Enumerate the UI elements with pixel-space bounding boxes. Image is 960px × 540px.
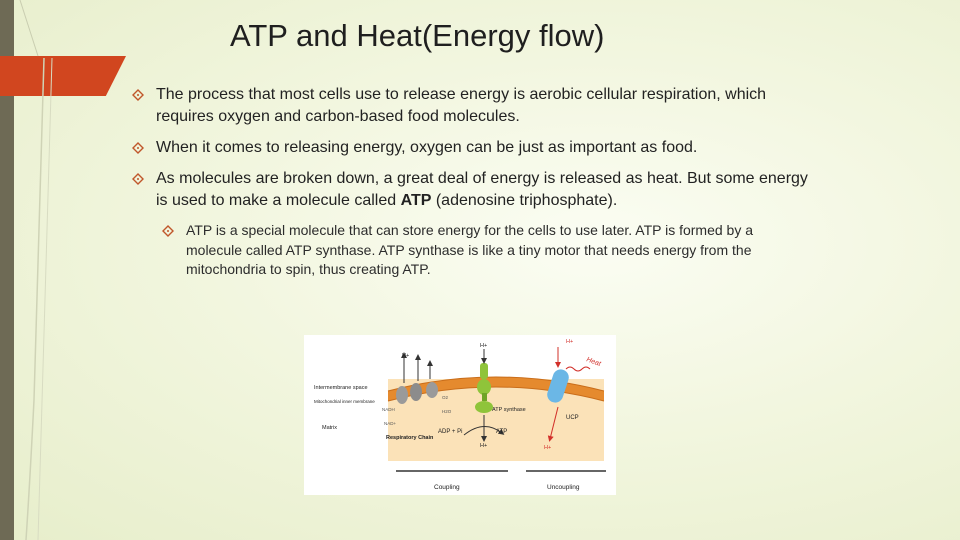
- slide-title: ATP and Heat(Energy flow): [230, 18, 605, 53]
- uncoupling-label: Uncoupling: [547, 484, 580, 491]
- o2-label: O2: [442, 395, 449, 400]
- h-plus-ucp-label: H+: [566, 339, 574, 345]
- h2o-label: H2O: [442, 409, 452, 414]
- inner-membrane-label: Mitochondrial inner membrane: [314, 399, 375, 404]
- bullet-item: [130, 168, 810, 212]
- h-plus-label: H+: [402, 353, 410, 359]
- coupling-label: Coupling: [434, 484, 460, 491]
- diamond-bullet-icon: [132, 142, 144, 154]
- matrix-label: Matrix: [322, 425, 337, 431]
- title-accent-tab: [0, 56, 126, 96]
- nadh-label: NADH: [382, 407, 395, 412]
- ucp-label: UCP: [566, 415, 579, 421]
- bullet-list: [130, 84, 810, 289]
- diamond-bullet-icon: [132, 89, 144, 101]
- h-plus-ucp-matrix-label: H+: [544, 445, 552, 451]
- h-plus-synthase-label: H+: [480, 343, 488, 349]
- bullet-text: When it comes to releasing energy, oxygen can be just as important as food.: [156, 139, 698, 156]
- intermembrane-label: Intermembrane space: [314, 385, 368, 391]
- bullet-item: [130, 137, 810, 159]
- bullet-bold-term: ATP: [400, 192, 432, 209]
- sub-bullet-item: [160, 221, 810, 280]
- h-plus-matrix-label: H+: [480, 443, 488, 449]
- atp-label: ATP: [496, 429, 508, 435]
- bullet-text-start: As molecules are broken down, a great deal of energy is released as heat. But some energy is used to make a molecule called: [156, 170, 808, 209]
- heat-label: Heat: [585, 356, 602, 368]
- nad-label: NAD+: [384, 421, 397, 426]
- atp-synthase-label: ATP synthase: [492, 407, 526, 413]
- sub-bullet-text: ATP is a special molecule that can store energy for the cells to use later. ATP is formed by a molecule called ATP synthase. ATP synthase is like a tiny motor that needs energy from the mitochondria to spin, thus creating ATP.: [186, 222, 754, 277]
- bullet-text-end: (adenosine triphosphate).: [431, 192, 618, 209]
- bullet-text: The process that most cells use to release energy is aerobic cellular respiration, which requires oxygen and carbon-based food molecules.: [156, 86, 767, 125]
- diamond-bullet-icon: [132, 173, 144, 185]
- atp-synthase-diagram: [304, 335, 616, 495]
- adp-pi-label: ADP + Pi: [438, 429, 463, 435]
- respiratory-chain-label: Respiratory Chain: [386, 435, 434, 441]
- diamond-bullet-icon: [162, 225, 174, 237]
- bullet-item: [130, 84, 810, 128]
